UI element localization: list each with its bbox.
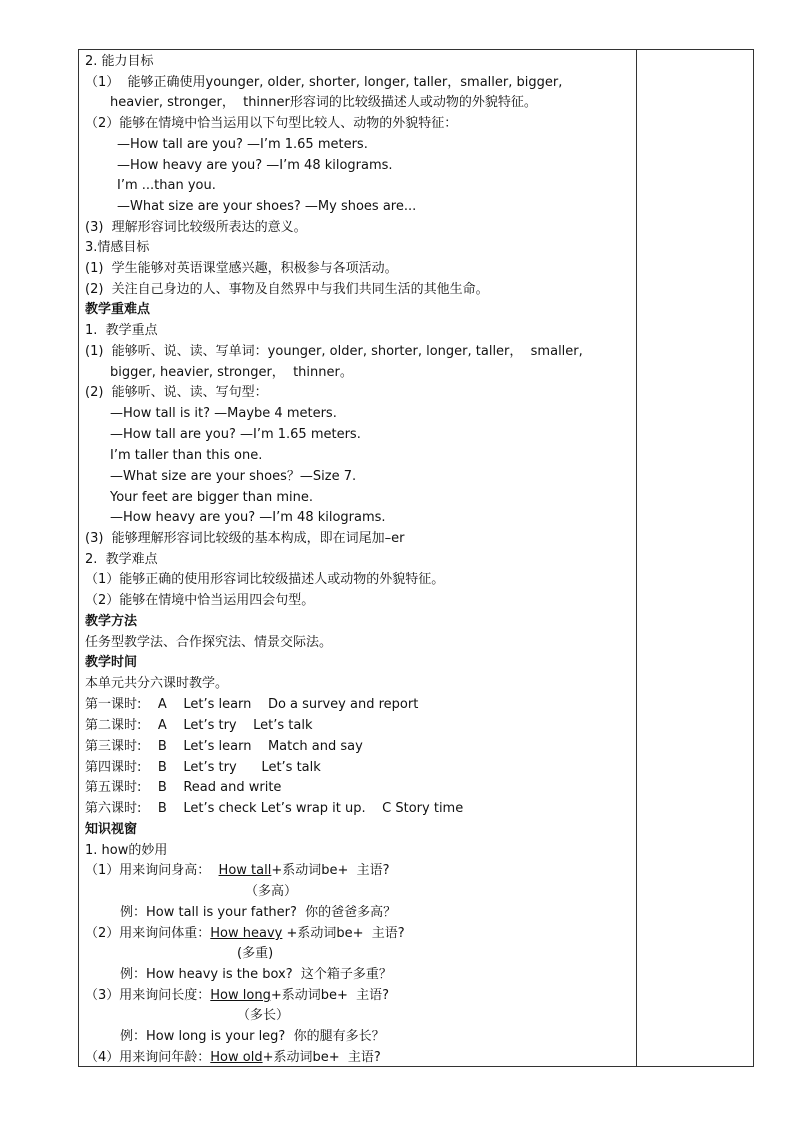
line-suffix: +系动词be+ 主语? [271, 863, 390, 878]
line-suffix: +系动词be+ 主语? [282, 926, 405, 941]
text-line: （2）能够在情境中恰当运用以下句型比较人、动物的外貌特征： [85, 116, 458, 131]
text-line: Your feet are bigger than mine. [110, 490, 314, 505]
text-line: 1. how的妙用 [85, 843, 168, 858]
text-line: (3) 能够理解形容词比较级的基本构成，即在词尾加–er [85, 531, 405, 546]
text-line: —What size are your shoes？—Size 7. [110, 469, 357, 484]
text-line: (2) 能够听、说、读、写句型： [85, 385, 268, 400]
line-suffix: +系动词be+ 主语? [270, 988, 390, 1003]
text-line: 本单元共分六课时教学。 [85, 676, 229, 691]
text-line: heavier, stronger， thinner形容词的比较级描述人或动物的外貌特征。 [110, 95, 537, 110]
line-prefix: （3）用来询问长度： [85, 988, 211, 1003]
section-heading: 教学时间 [85, 655, 138, 670]
text-line [85, 988, 389, 1004]
text-line: 第五课时: B Read and write [85, 780, 282, 795]
line-prefix: （2）用来询问体重： [85, 926, 211, 941]
text-line: 第一课时: A Let’s learn Do a survey and report [85, 697, 419, 712]
text-line: —What size are your shoes? —My shoes are... [117, 199, 417, 214]
text-line: (1) 学生能够对英语课堂感兴趣，积极参与各项活动。 [85, 261, 398, 276]
text-line: （多长） [237, 1008, 290, 1023]
text-line: 2. 教学难点 [85, 552, 158, 567]
text-line: —How tall are you? —I’m 1.65 meters. [117, 137, 368, 152]
text-line: 例：How long is your leg? 你的腿有多长？ [120, 1029, 385, 1044]
table-column-divider [636, 49, 637, 1067]
text-line: （多高） [245, 884, 298, 899]
line-prefix: （4）用来询问年龄： [85, 1050, 211, 1065]
text-line: (2) 关注自己身边的人、事物及自然界中与我们共同生活的其他生命。 [85, 282, 489, 297]
text-line [85, 863, 390, 879]
section-heading: 知识视窗 [85, 822, 138, 837]
underlined-phrase: How tall [218, 863, 272, 878]
text-line: (多重) [237, 946, 274, 961]
text-line: （1） 能够正确使用younger, older, shorter, longer, taller，smaller, bigger, [85, 75, 563, 90]
text-line: 第四课时: B Let’s try Let’s talk [85, 760, 321, 775]
text-line: （2）能够在情境中恰当运用四会句型。 [85, 593, 315, 608]
text-line: 第三课时: B Let’s learn Match and say [85, 739, 363, 754]
text-line: 例：How heavy is the box? 这个箱子多重？ [120, 967, 392, 982]
underlined-phrase: How old [210, 1050, 263, 1065]
text-line [85, 1050, 381, 1066]
line-suffix: +系动词be+ 主语? [262, 1050, 381, 1065]
text-line [85, 926, 405, 942]
text-line: 3.情感目标 [85, 240, 150, 255]
text-line: 第二课时: A Let’s try Let’s talk [85, 718, 313, 733]
text-line: I’m ...than you. [117, 178, 216, 193]
text-line: I’m taller than this one. [110, 448, 263, 463]
underlined-phrase: How heavy [210, 926, 283, 941]
text-line: —How heavy are you? —I’m 48 kilograms. [110, 510, 386, 525]
section-heading: 教学重难点 [85, 302, 151, 317]
text-line: 2. 能力目标 [85, 54, 154, 69]
text-line: 1. 教学重点 [85, 323, 158, 338]
text-line: 第六课时: B Let’s check Let’s wrap it up. C Story time [85, 801, 464, 816]
text-line: —How heavy are you? —I’m 48 kilograms. [117, 158, 393, 173]
text-line: 例：How tall is your father? 你的爸爸多高？ [120, 905, 397, 920]
text-line: (3) 理解形容词比较级所表达的意义。 [85, 220, 307, 235]
text-line: （1）能够正确的使用形容词比较级描述人或动物的外貌特征。 [85, 572, 445, 587]
section-heading: 教学方法 [85, 614, 138, 629]
line-prefix: （1）用来询问身高： [85, 863, 219, 878]
text-line: (1) 能够听、说、读、写单词：younger, older, shorter, longer, taller， smaller, [85, 344, 583, 359]
text-line: 任务型教学法、合作探究法、情景交际法。 [85, 635, 333, 650]
underlined-phrase: How long [210, 988, 271, 1003]
text-line: —How tall is it? —Maybe 4 meters. [110, 406, 337, 421]
text-line: —How tall are you? —I’m 1.65 meters. [110, 427, 361, 442]
text-line: bigger, heavier, stronger， thinner。 [110, 365, 353, 380]
